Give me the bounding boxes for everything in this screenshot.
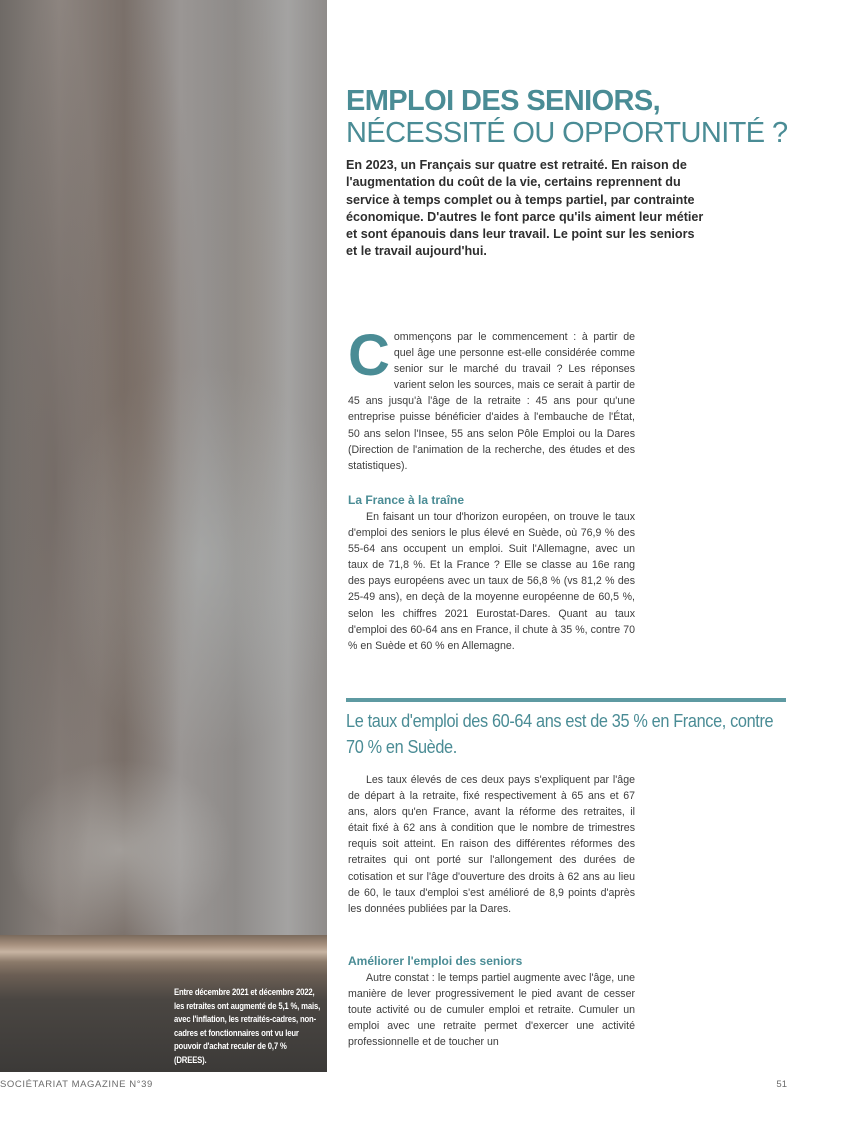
page-number: 51 bbox=[776, 1079, 787, 1090]
pull-quote: Le taux d'emploi des 60-64 ans est de 35 % en France, contre 70 % en Suède. bbox=[346, 710, 774, 757]
section-heading-france: La France à la traîne bbox=[348, 493, 465, 507]
section-rates-paragraph: Les taux élevés de ces deux pays s'expliquent par l'âge de départ à la retraite, fixé respectivement à 65 ans et 67 ans, alors qu'en France, avant la réforme des retraites, il était fixé à 62 ans à condition que le nombre de trimestres requis soit atteint. En raison des différentes réformes des retraites qui ont porté sur l'allongement des durées de cotisation et sur l'âge d'ouverture des droits à 62 ans au lieu de 60, le taux d'emploi s'est amélioré de 8,9 points d'après les données publiées par la Dares. bbox=[348, 774, 635, 915]
footer-magazine: SOCIÉTARIAT MAGAZINE N°39 bbox=[0, 1079, 153, 1090]
intro-paragraph bbox=[348, 323, 635, 474]
photo-caption: Entre décembre 2021 et décembre 2022, les retraites ont augmenté de 5,1 %, mais, avec l'inflation, les retraités-cadres, non-cadres et fonctionnaires ont vu leur pouvoir d'achat reculer de 0,7 % (DREES). bbox=[174, 987, 321, 1065]
section-france-paragraph: En faisant un tour d'horizon européen, on trouve le taux d'emploi des seniors le plus élevé en Suède, où 76,9 % des 55-64 ans occupent un emploi. Suit l'Allemagne, avec un taux de 71,8 %. Et la France ? Elle se classe au 16e rang des pays européens avec un taux de 56,8 % (vs 81,2 % des 25-49 ans), en deçà de la moyenne européenne de 60,5 %, selon les chiffres 2021 Eurostat-Dares. Quant au taux d'emploi des 60-64 ans en France, il chute à 35 %, contre 70 % en Suède et 60 % en Allemagne. bbox=[348, 511, 635, 652]
drop-cap: C bbox=[348, 323, 390, 388]
pull-quote-rule bbox=[346, 698, 786, 702]
cover-photo bbox=[0, 0, 327, 1072]
intro-text: ommençons par le commencement : à partir de quel âge une personne est-elle considérée comme senior sur le marché du travail ? Les réponses varient selon les sources, mais ce serait à partir de 45 ans jusqu'à l'âge de la retraite : 45 ans pour qu'une entreprise puisse bénéficier d'aides à l'embauche de l'État, 50 ans selon l'Insee, 55 ans selon Pôle Emploi ou la Dares (Direction de l'animation de la recherche, des études et des statistiques). bbox=[348, 331, 635, 472]
section-heading-ameliorer: Améliorer l'emploi des seniors bbox=[348, 954, 523, 968]
section-ameliorer-paragraph: Autre constat : le temps partiel augmente avec l'âge, une manière de lever progressivement le pied avant de cesser toute activité ou de cumuler emploi et retraite. Cumuler un emploi avec une retraite permet d'exercer une activité professionnelle et de toucher un bbox=[348, 972, 635, 1049]
article-lead: En 2023, un Français sur quatre est retraité. En raison de l'augmentation du coût de la vie, certains reprennent du service à temps complet ou à temps partiel, par contrainte économique. D'autres le font parce qu'ils aiment leur métier et sont épanouis dans leur travail. Le point sur les seniors et le travail aujourd'hui. bbox=[346, 158, 704, 259]
article-title-bold: EMPLOI DES SENIORS, bbox=[346, 85, 661, 117]
article-title-light: NÉCESSITÉ OU OPPORTUNITÉ ? bbox=[346, 117, 788, 149]
